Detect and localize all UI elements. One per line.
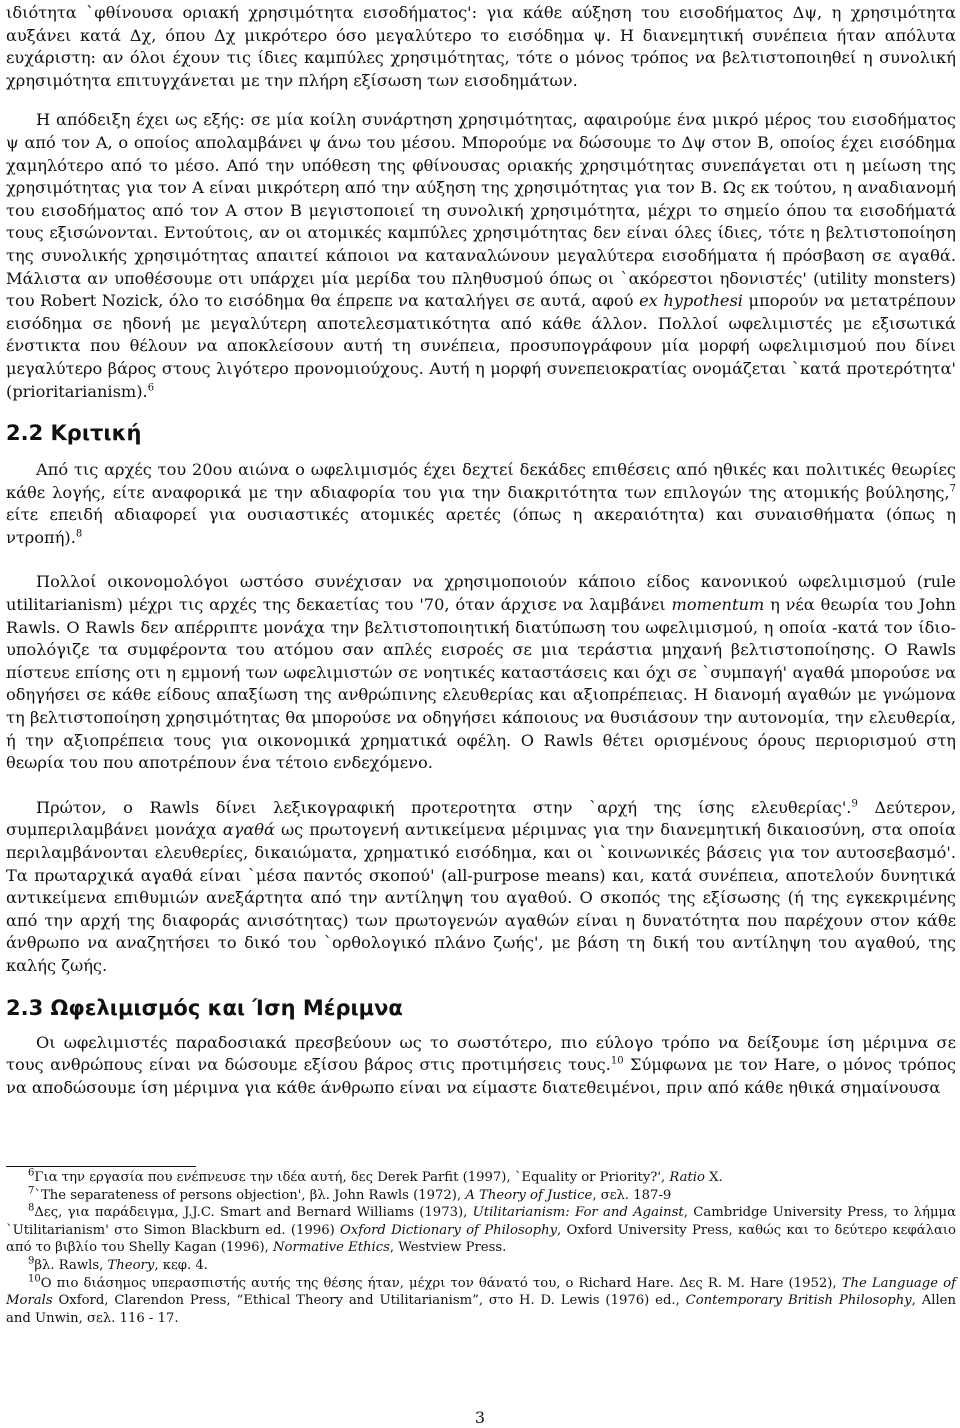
paragraph bbox=[6, 109, 956, 403]
italic-text: Oxford Dictionary of Philosophy bbox=[340, 1222, 558, 1238]
footnote-text: Δες, για παράδειγμα, J.J.C. Smart and Bernard Williams (1973), bbox=[34, 1205, 468, 1221]
paragraph bbox=[6, 1032, 956, 1100]
footnote-text: , Cambridge University Press, το λήμμα `Utilitarianism' στο Simon Blackburn ed. (1996) bbox=[6, 1205, 956, 1238]
page-number: 3 bbox=[474, 1408, 486, 1427]
footnote-ref: 7 bbox=[949, 483, 956, 495]
italic-text: The Language of Morals bbox=[6, 1275, 956, 1309]
footnote bbox=[6, 1169, 956, 1187]
footnote-ref: 8 bbox=[75, 528, 83, 540]
paragraph-text: μπορούν να μετατρέπουν εισόδημα σε ηδονή με μεγαλύτερη αποτελεσματικότητα από κάθε άλλον. Πολλοί ωφελιμιστές με εξισωτικά ένστικτα που θέλουν να αποκλείσουν αυτή τη συνέπεια, προσυπογράφουν μία μορφή ωφελιμισμού που δίνει μεγαλύτερο βάρος στους λιγότερο προνομιούχους. Αυτή η μορφή συνεπειοκρατίας ονομάζεται `κατά προτερότητα' (prioritarianism). bbox=[6, 291, 956, 401]
footnote bbox=[6, 1257, 956, 1275]
paragraph-text: Η απόδειξη έχει ως εξής: σε μία κοίλη συνάρτηση χρησιμότητας, αφαιρούμε ένα μικρό μέρος του εισοδήματος ψ από τον Α, ο οποίος απολαμβάνει ψ άνω του μέσου. Μπορούμε να δώσουμε το Δψ στον Β, οποίος έχει εισόδημα χαμηλότερο από το μέσο. Από την υπόθεση της φθίνουσας οριακής χρησιμότητας συνεπάγεται οτι η μείωση της χρησιμότητας για τον Α είναι μικρότερη από την αύξηση της χρησιμότητας για τον Β. Ως εκ τούτου, η αναδιανομή του εισοδήματος από τον Α στον Β μεγιστοποιεί τη συνολική χρησιμότητα, μέχρι το σημείο όπου τα εισοδήματά τους εξισώνονται. Εντούτοις, αν οι ατομικές καμπύλες χρησιμότητας δεν είναι όλες ίδιες, τότε η βελτιστοποίηση της συνολικής χρησιμότητας απαιτεί κάποιοι να καταναλώνουν μεγαλύτερα εισοδήματα ή πρόσβαση σε αγαθά. Μάλιστα αν υποθέσουμε οτι υπάρχει μία μερίδα του πληθυσμού όπως οι `ακόρεστοι ηδονιστές' (utility monsters) του Robert Nozick, όλο το εισόδημα θα έπρεπε να καταλήγει σε αυτά, αφού bbox=[6, 110, 956, 311]
footnote-text: Oxford, Clarendon Press, “Ethical Theory and Utilitarianism”, στο H. D. Lewis (1976) ed., bbox=[58, 1293, 680, 1309]
footnote-number: 10 bbox=[28, 1273, 41, 1285]
footnote-text: Για την εργασία που ενέπνευσε την ιδέα αυτή, δες Derek Parfit (1997), `Equality or Priority?', bbox=[34, 1170, 666, 1185]
footnote bbox=[6, 1204, 956, 1257]
italic-text: Utilitarianism: For and Against bbox=[472, 1205, 684, 1221]
footnote-text: , κεφ. 4. bbox=[154, 1257, 208, 1273]
footnote-ref: 9 bbox=[851, 798, 858, 810]
italic-text: momentum bbox=[671, 595, 765, 615]
footnote-text: `The separateness of persons objection', βλ. John Rawls (1972), bbox=[34, 1187, 462, 1203]
footnote-text: , Westview Press. bbox=[389, 1240, 507, 1256]
section-heading: 2.3 Ωφελιμισμός και Ίση Μέριμνα bbox=[6, 995, 403, 1020]
page-body bbox=[6, 0, 956, 1099]
paragraph bbox=[6, 2, 956, 92]
footnote-number: 8 bbox=[28, 1202, 35, 1214]
paragraph-text: Οι ωφελιμιστές παραδοσιακά πρεσβεύουν ως το σωστότερο, πιο εύλογο τρόπο να δείξουμε ίση μέριμνα σε τους ανθρώπους είναι να δώσουμε εξίσου βάρος στις προτιμήσεις τους. bbox=[6, 1032, 956, 1075]
footnote-text: , σελ. 187-9 bbox=[592, 1187, 672, 1203]
italic-text: Theory bbox=[107, 1257, 155, 1273]
footnote-text: , Oxford University Press, καθώς και το δεύτερο κεφάλαιο από το βιβλίο του Shelly Kagan (1996), bbox=[6, 1222, 956, 1256]
paragraph-text: Πολλοί οικονομολόγοι ωστόσο συνέχισαν να χρησιμοποιούν κάποιο είδος κανονικού ωφελιμισμού (rule utilitarianism) μέχρι τις αρχές της δεκαετίας του '70, όταν άρχισε να λαμβάνει bbox=[6, 572, 956, 615]
footnote-number: 6 bbox=[28, 1167, 35, 1179]
footnote bbox=[6, 1275, 956, 1328]
section-heading: 2.2 Κριτική bbox=[6, 421, 142, 446]
footnote-text: X. bbox=[709, 1170, 723, 1185]
footnote-number: 7 bbox=[28, 1185, 35, 1197]
footnote-rule bbox=[6, 1166, 196, 1167]
footnote-text: βλ. Rawls, bbox=[34, 1257, 104, 1273]
paragraph-text: η νέα θεωρία του John Rawls. Ο Rawls δεν απέρριπτε μονάχα την βελτιστοποιητική διατύπωση του ωφελιμισμού, η οποία -κατά τον ίδιο- υπολόγιζε τα συμφέροντα του ατόμου σαν απλές εισροές σε μια τεράστια μηχανή βελτιστοποίησης. Ο Rawls πίστευε επίσης οτι η εμμονή των ωφελιμιστών σε νοητικές καταστάσεις και όχι σε `συμπαγή' αγαθά μπορούσε να οδηγήσει σε κάθε είδους απαξίωση της ανθρώπινης ελευθερίας και αξιοπρέπειας. Η διανομή αγαθών με γνώμονα τη βελτιστοποίηση χρησιμότητας θα μπορούσε να οδηγήσει κάποιους να θυσιάσουν την αυτονομία, την ελευθερία, ή την αξιοπρέπεια τους για οικονομικά χρηματικά οφέλη. Ο Rawls θέτει ορισμένους όρους περιορισμού στη θεωρία του που αποτρέπουν ένα τέτοιο ενδεχόμενο. bbox=[6, 595, 956, 773]
footnote-text: , Allen and Unwin, σελ. 116 - 17. bbox=[6, 1293, 956, 1326]
paragraph-text: Σύμφωνα με τον Hare, ο μόνος τρόπος να αποδώσουμε ίση μέριμνα για κάθε άνθρωπο είναι να είμαστε διατεθειμένοι, πριν από κάθε ηθικά σημαίνουσα bbox=[6, 1055, 956, 1097]
paragraph bbox=[6, 459, 956, 549]
paragraph-text: Δεύτερον, συμπεριλαμβάνει μονάχα bbox=[6, 797, 956, 840]
footnote-ref: 6 bbox=[147, 382, 155, 394]
italic-text: Normative Ethics bbox=[273, 1240, 390, 1256]
italic-text: A Theory of Justice bbox=[465, 1187, 593, 1203]
footnote-ref: 10 bbox=[610, 1055, 624, 1067]
footnote bbox=[6, 1187, 956, 1205]
paragraph-text: ιδιότητα `φθίνουσα οριακή χρησιμότητα εισοδήματος': για κάθε αύξηση του εισοδήματος Δψ, η χρησιμότητα αυξάνει κατά Δχ, όπου Δχ μικρότερο όσο μεγαλύτερο το εισόδημα ψ. Η διανεμητική συνέπεια ήταν απόλυτα ευχάριστη: αν όλοι έχουν τις ίδιες καμπύλες χρησιμότητας, τότε ο μόνος τρόπος να βελτιστοποιηθεί η συνολική χρησιμότητα επιτυγχάνεται με την πλήρη εξίσωση των εισοδημάτων. bbox=[6, 3, 956, 90]
paragraph bbox=[6, 797, 956, 978]
paragraph-text: Από τις αρχές του 20ου αιώνα ο ωφελιμισμός έχει δεχτεί δεκάδες επιθέσεις από ηθικές και πολιτικές θεωρίες κάθε λογής, είτε αναφορικά με την αδιαφορία του για την διακριτότητα των επιλογών της ατομικής βούλησης, bbox=[6, 460, 956, 502]
paragraph-text: Πρώτον, ο Rawls δίνει λεξικογραφική προτεροτητα στην `αρχή της ίσης ελευθερίας'. bbox=[36, 797, 852, 817]
footnote-text: Ο πιο διάσημος υπερασπιστής αυτής της θέσης ήταν, μέχρι τον θάνατό του, ο Richard Hare. Δες R. M. Hare (1952), bbox=[40, 1275, 837, 1291]
paragraph-text: ως πρωτογενή αντικείμενα μέριμνας για την διανεμητική δικαιοσύνη, στα οποία περιλαμβάνονται ελευθερίες, δικαιώματα, χρηματικό εισόδημα, και οι `κοινωνικές βάσεις για τον αυτοσεβασμό'. Τα πρωταρχικά αγαθά είναι `μέσα παντός σκοπού' (all-purpose means) και, κατά συνέπεια, αποτελούν δυνητικά αντικείμενα επιθυμιών ανεξάρτητα από την αντίληψη του αγαθού. Ο σκοπός της εξίσωσης (ή της εγκεκριμένης από την αρχή της διαφοράς ανισότητας) των πρωτογενών αγαθών είναι η δυνατότητα που παρέχουν στον κάθε άνθρωπο να αναζητήσει το δικό του `ορθολογικό πλάνο ζωής', με βάση τη δική του αντίληψη του αγαθού, της καλής ζωής. bbox=[6, 820, 956, 975]
italic-text: Contemporary British Philosophy bbox=[685, 1293, 912, 1309]
paragraph-text: είτε επειδή αδιαφορεί για ουσιαστικές ατομικές αρετές (όπως η ακεραιότητα) και συναισθήματα (όπως η ντροπή). bbox=[6, 505, 956, 547]
italic-text: αγαθά bbox=[222, 820, 275, 840]
italic-text: Ratio bbox=[669, 1170, 705, 1185]
footnote-number: 9 bbox=[28, 1255, 35, 1267]
italic-text: ex hypothesi bbox=[639, 291, 743, 311]
paragraph bbox=[6, 571, 956, 774]
footnotes bbox=[6, 1166, 956, 1327]
